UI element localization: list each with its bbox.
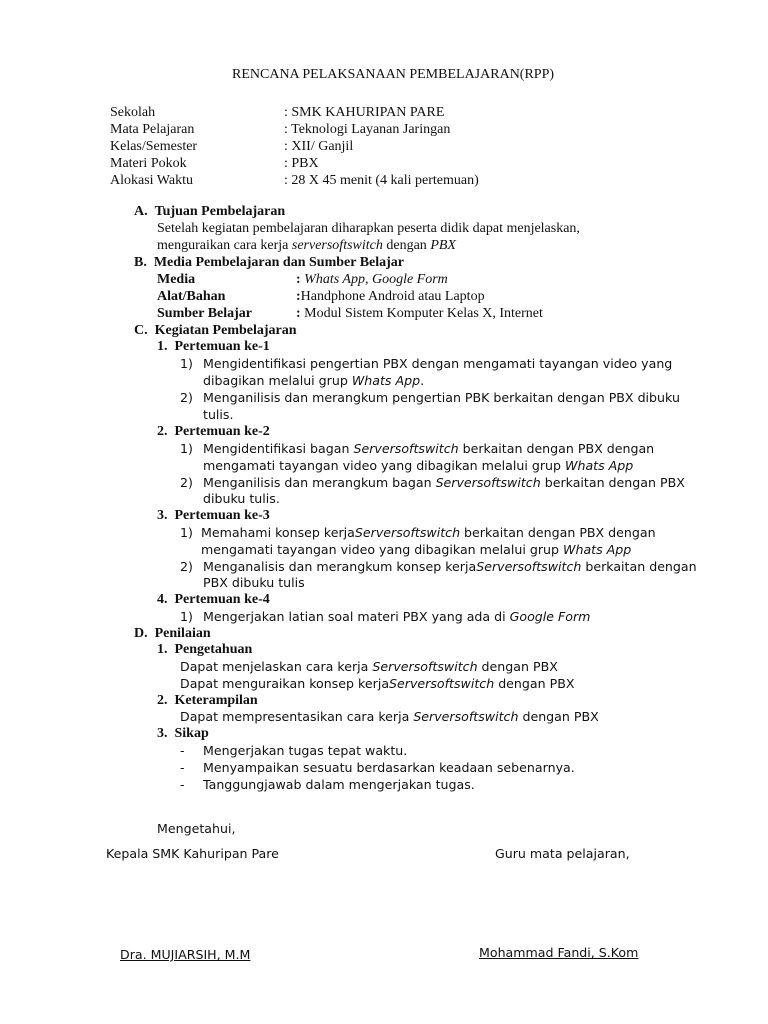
identity-label-topic: Materi Pokok — [110, 156, 187, 171]
section-a-text-line2 — [157, 237, 456, 254]
meeting-2-item-1-line1 — [203, 440, 654, 457]
value: Handphone Android atau Laptop — [300, 289, 485, 304]
signature-teacher-name: Mohammad Fandi, S.Kom — [479, 945, 639, 960]
attitude-item-3-text: Tanggungjawab dalam mengerjakan tugas. — [203, 777, 475, 792]
identity-label-time: Alokasi Waktu — [110, 173, 193, 188]
meeting-2-heading: 2. Pertemuan ke-2 — [157, 424, 270, 439]
signature-acknowledged: Mengetahui, — [157, 821, 236, 836]
meeting-3-item-2-line2: PBX dibuku tulis — [203, 575, 305, 590]
text: Memahami konsep kerja — [201, 525, 355, 540]
meeting-1-item-2-num: 2) — [180, 390, 193, 405]
identity-value-time: : 28 X 45 menit (4 kali pertemuan) — [284, 173, 479, 188]
term: Whats App — [351, 373, 421, 388]
section-c-heading: C. Kegiatan Pembelajaran — [134, 323, 297, 338]
term: Serversoftswitch — [389, 676, 495, 691]
assessment-skill-heading: 2. Keterampilan — [157, 693, 258, 708]
section-a-heading: A. Tujuan Pembelajaran — [134, 204, 286, 219]
text: Mengidentifikasi bagan — [203, 441, 354, 456]
attitude-item-3-dash: - — [180, 777, 185, 792]
identity-label-school: Sekolah — [110, 105, 156, 120]
meeting-3-item-2-num: 2) — [180, 559, 193, 574]
term: Whats App — [565, 458, 634, 473]
meeting-2-item-1-line2 — [203, 457, 633, 474]
meeting-3-item-1-line1 — [201, 524, 656, 541]
tools-value — [296, 288, 485, 305]
text: mengamati tayangan video yang dibagikan melalui grup — [203, 458, 566, 473]
meeting-2-item-1-num: 1) — [180, 441, 193, 456]
attitude-item-2-text: Menyampaikan sesuatu berdasarkan keadaan sebenarnya. — [203, 760, 575, 775]
term: Serversoftswitch — [353, 441, 459, 456]
meeting-1-item-1-num: 1) — [180, 356, 193, 371]
meeting-4-heading: 4. Pertemuan ke-4 — [157, 592, 270, 607]
term: serversoftswitch — [291, 238, 383, 253]
term: PBX — [430, 238, 456, 253]
term: Serversoftswitch — [476, 559, 582, 574]
attitude-item-2-dash: - — [180, 760, 185, 775]
colon: : — [296, 289, 301, 304]
signature-teacher-title: Guru mata pelajaran, — [495, 846, 630, 861]
meeting-2-item-2-line2: dibuku tulis. — [203, 491, 280, 506]
text: Menganilisis dan merangkum bagan — [203, 475, 436, 490]
term: Serversoftswitch — [372, 659, 478, 674]
term: Google Form — [509, 609, 591, 624]
section-b-heading: B. Media Pembelajaran dan Sumber Belajar — [134, 255, 405, 270]
meeting-1-item-1-line1: Mengidentifikasi pengertian PBX dengan mengamati tayangan video yang — [203, 356, 673, 371]
meeting-2-item-2-num: 2) — [180, 475, 193, 490]
assessment-skill-line1 — [180, 708, 599, 725]
identity-label-class: Kelas/Semester — [110, 139, 198, 154]
signature-principal-name: Dra. MUJIARSIH, M.M — [120, 947, 251, 962]
value: Modul Sistem Komputer Kelas X, Internet — [304, 306, 543, 321]
text: Dapat menguraikan konsep kerja — [180, 676, 390, 691]
assessment-attitude-heading: 3. Sikap — [157, 726, 209, 741]
assessment-knowledge-heading: 1. Pengetahuan — [157, 642, 253, 657]
text: Mengerjakan latian soal materi PBX yang ada di — [203, 609, 510, 624]
section-a-text-line1: Setelah kegiatan pembelajaran diharapkan peserta didik dapat menjelaskan, — [157, 221, 580, 236]
text: Menganalisis dan merangkum konsep kerja — [203, 559, 477, 574]
text: berkaitan dengan PBX — [540, 475, 685, 490]
source-label: Sumber Belajar — [157, 306, 253, 321]
identity-label-subject: Mata Pelajaran — [110, 122, 195, 137]
text: dibagikan melalui grup — [203, 373, 352, 388]
meeting-4-item-1-num: 1) — [180, 609, 193, 624]
text: mengamati tayangan video yang dibagikan melalui grup — [201, 542, 564, 557]
text: menguraikan cara kerja — [157, 238, 292, 253]
value: Whats App, Google Form — [304, 272, 448, 287]
meeting-3-heading: 3. Pertemuan ke-3 — [157, 508, 270, 523]
meeting-1-item-2-line1: Menganilisis dan merangkum pengertian PBK berkaitan dengan PBX dibuku — [203, 390, 680, 405]
colon: : — [296, 306, 305, 321]
assessment-knowledge-line1 — [180, 658, 558, 675]
identity-value-school: : SMK KAHURIPAN PARE — [284, 105, 445, 120]
attitude-item-1-text: Mengerjakan tugas tepat waktu. — [203, 743, 408, 758]
signature-principal-title: Kepala SMK Kahuripan Pare — [106, 846, 279, 861]
term: Serversoftswitch — [354, 525, 461, 540]
meeting-2-item-2-line1 — [203, 474, 685, 491]
meeting-1-heading: 1. Pertemuan ke-1 — [157, 339, 270, 354]
meeting-4-item-1-line1 — [203, 608, 590, 625]
text: dengan PBX — [477, 659, 558, 674]
identity-value-topic: : PBX — [284, 156, 319, 171]
text: berkaitan dengan PBX dengan — [458, 441, 655, 456]
page-title: RENCANA PELAKSANAAN PEMBELAJARAN(RPP) — [232, 67, 555, 82]
colon: : — [296, 272, 305, 287]
identity-value-class: : XII/ Ganjil — [284, 139, 354, 154]
meeting-1-item-2-line2: tulis. — [203, 407, 234, 422]
meeting-3-item-1-num: 1) — [180, 525, 193, 540]
identity-value-subject: : Teknologi Layanan Jaringan — [284, 122, 451, 137]
term: Serversoftswitch — [413, 709, 519, 724]
term: Serversoftswitch — [435, 475, 541, 490]
meeting-3-item-2-line1 — [203, 558, 697, 575]
media-value — [296, 271, 448, 288]
media-label: Media — [157, 272, 196, 287]
text: berkaitan dengan PBX dengan — [460, 525, 656, 540]
section-d-heading: D. Penilaian — [134, 626, 211, 641]
text: dengan PBX — [518, 709, 599, 724]
tools-label: Alat/Bahan — [157, 289, 226, 304]
text: Dapat mempresentasikan cara kerja — [180, 709, 414, 724]
text: dengan — [382, 238, 431, 253]
text: berkaitan dengan — [581, 559, 697, 574]
meeting-3-item-1-line2 — [201, 541, 631, 558]
text: . — [420, 373, 425, 388]
source-value — [296, 305, 543, 322]
text: Dapat menjelaskan cara kerja — [180, 659, 373, 674]
assessment-knowledge-line2 — [180, 675, 574, 692]
text: dengan PBX — [494, 676, 575, 691]
attitude-item-1-dash: - — [180, 743, 185, 758]
meeting-1-item-1-line2 — [203, 372, 424, 389]
term: Whats App — [563, 542, 632, 557]
